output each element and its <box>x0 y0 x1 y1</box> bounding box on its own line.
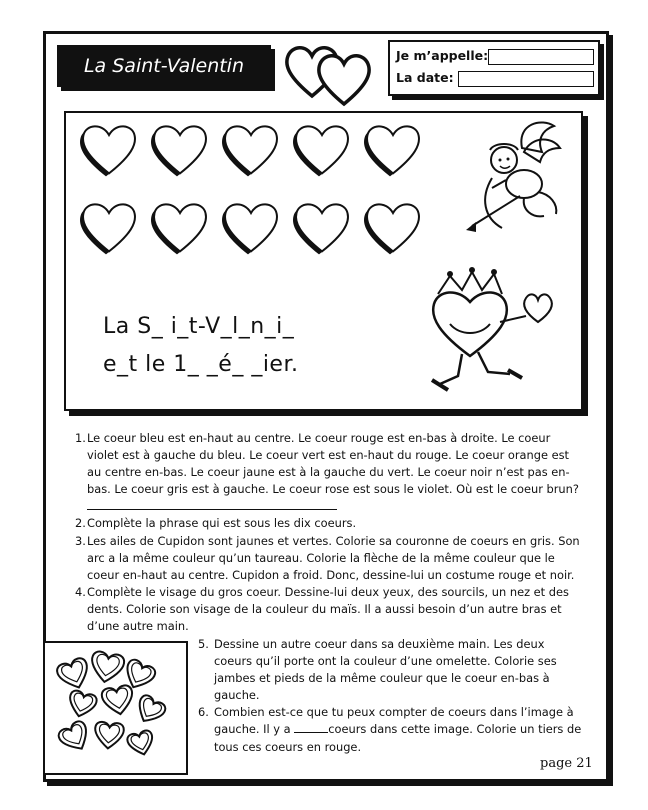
instruction-item <box>75 430 585 515</box>
instruction-text: Complète le visage du gros coeur. Dessine-lui deux yeux, des sourcils, un nez et des dents. Colorie son visage de la couleur du maïs. Il a aussi besoin d’un autre bras et d’une autre main. <box>87 584 569 634</box>
title-banner <box>57 45 271 87</box>
instruction-text: Le coeur bleu est en-haut au centre. Le coeur rouge est en-bas à droite. Le coeur violet est à gauche du bleu. Le coeur vert est en-haut du rouge. Le coeur orange est au centre en-bas. Le coeur jaune est à la gauche du vert. Le coeur noir n’est pas en-bas. Le coeur gris est à gauche. Le coeur rose est sous le violet. Où est le coeur brun? <box>87 431 579 497</box>
instruction-text: Combien est-ce que tu peux compter de coeurs dans l’image à gauche. Il y a <box>214 705 574 737</box>
cupid-icon <box>462 118 567 243</box>
name-input-line[interactable] <box>488 49 594 65</box>
instruction-item <box>75 584 585 635</box>
outline-heart[interactable] <box>222 204 277 254</box>
page-number: page 21 <box>540 756 593 771</box>
date-field-row <box>396 68 454 88</box>
instruction-number: 5. <box>198 637 209 651</box>
instruction-text: Complète la phrase qui est sous les dix coeurs. <box>87 516 357 531</box>
instruction-number: 4. <box>75 584 86 599</box>
outline-heart[interactable] <box>151 126 206 176</box>
outline-heart[interactable] <box>222 126 277 176</box>
date-label: La date: <box>396 70 454 85</box>
cluster-heart <box>55 656 93 692</box>
outline-heart[interactable] <box>364 204 419 254</box>
cluster-heart <box>94 721 125 749</box>
cluster-heart <box>88 650 125 684</box>
outline-heart[interactable] <box>293 204 348 254</box>
puzzle-line-2: e_t le 1_ _é_ _ier. <box>103 352 299 377</box>
double-heart-icon <box>282 38 382 108</box>
instruction-number: 3. <box>75 533 86 548</box>
instruction-text: Les ailes de Cupidon sont jaunes et vertes. Colorie sa couronne de coeurs en gris. Son arc a la même couleur qu’un taureau. Colorie la flèche de la même couleur que le coeur en-haut au centre. Cupidon a froid. Donc, dessine-lui un costume rouge et noir. <box>87 533 580 582</box>
instruction-number: 6. <box>198 705 209 720</box>
heart-character-icon <box>418 266 566 396</box>
outline-heart[interactable] <box>293 126 348 176</box>
instructions-list <box>75 430 585 635</box>
cluster-heart <box>101 684 136 716</box>
heart-grid <box>80 120 440 280</box>
outline-heart[interactable] <box>80 204 135 254</box>
instruction-number: 2. <box>75 516 86 531</box>
instruction-item <box>198 704 583 755</box>
cluster-heart <box>132 693 167 728</box>
date-input-line[interactable] <box>458 71 594 87</box>
outline-heart[interactable] <box>151 204 206 254</box>
answer-blank[interactable] <box>87 499 337 510</box>
outline-heart[interactable] <box>80 126 135 176</box>
instruction-text: Dessine un autre coeur dans sa deuxième main. Les deux coeurs qu’il porte ont la couleur d’une omelette. Colorie ses jambes et pieds de la même couleur que le coeur en-bas à gauche. <box>214 637 557 703</box>
page-title: La Saint-Valentin <box>83 55 245 77</box>
name-field-row <box>396 46 488 66</box>
instruction-text: coeurs dans cette image. Colorie un tiers de tous ces coeurs en rouge. <box>214 722 582 754</box>
name-label: Je m’appelle: <box>396 48 489 63</box>
instruction-item <box>75 533 585 584</box>
cluster-heart <box>56 719 94 756</box>
outline-heart[interactable] <box>364 126 419 176</box>
count-blank[interactable] <box>294 722 328 733</box>
instruction-item <box>198 636 583 704</box>
instruction-item <box>75 515 585 532</box>
student-info-box <box>388 40 600 96</box>
instructions-list-2 <box>198 636 583 756</box>
cluster-heart <box>126 729 156 757</box>
hearts-cluster-box <box>43 641 188 775</box>
instruction-number: 1. <box>75 431 86 445</box>
puzzle-line-1: La S_ i_t-V_l_n_i_ <box>103 314 295 339</box>
cluster-heart <box>66 689 98 719</box>
heart-cluster-image <box>45 643 182 769</box>
